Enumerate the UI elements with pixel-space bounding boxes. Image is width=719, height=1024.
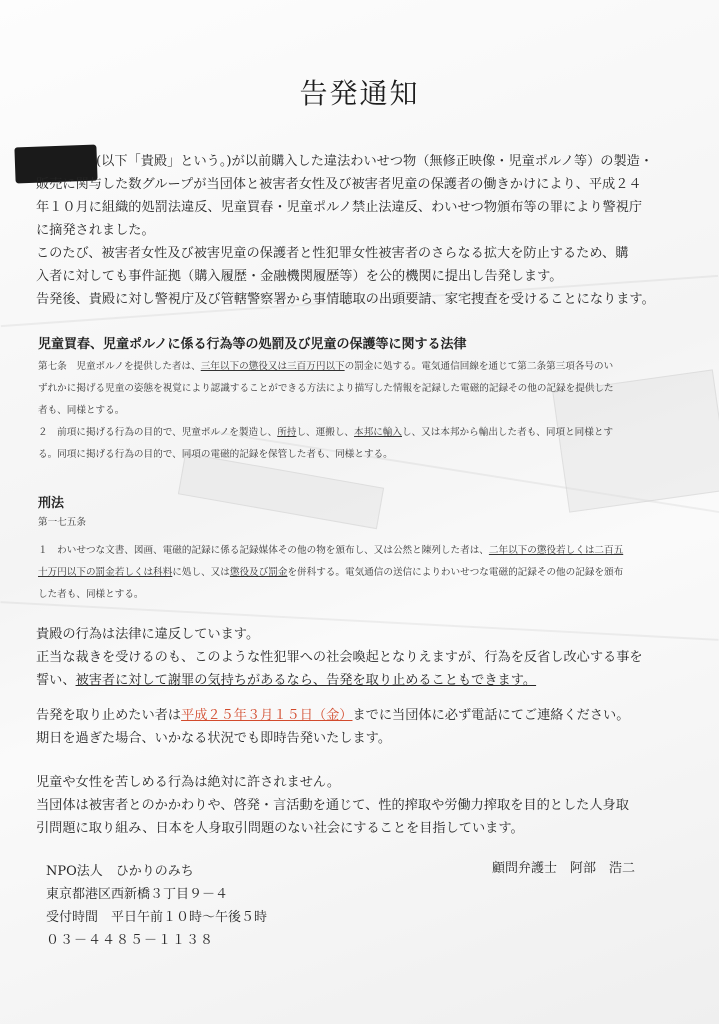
- closing-line: 当団体は被害者とのかかわりや、啓発・言活動を通じて、性的搾取や労働力搾取を目的とした人身取: [36, 798, 629, 813]
- intro-line: 販売に関与した数グループが当団体と被害者女性及び被害者児童の保護者の働きかけにより、平成２４: [36, 177, 642, 192]
- intro-line: に摘発されました。: [36, 223, 155, 238]
- law1-text: し、運搬し、: [296, 427, 355, 438]
- law1-text: [38, 356, 678, 466]
- law2-heading: 刑法: [38, 496, 65, 511]
- law1-text: る。同項に掲げる行為の目的で、同項の電磁的記録を保管した者も、同様とする。: [38, 449, 393, 460]
- warning-line: 正当な裁きを受けるのも、このような性犯罪への社会喚起となりえますが、行為を反省し改心する事を: [36, 650, 643, 665]
- closing-paragraph: [36, 771, 676, 840]
- warning-paragraph: [36, 623, 676, 692]
- law1-possession: 所持: [277, 427, 297, 438]
- law2-text: に処し、又は: [172, 567, 230, 578]
- intro-line: このたび、被害者女性及び被害児童の保護者と性犯罪女性被害者のさらなる拡大を防止するため、購: [36, 246, 629, 261]
- law2-text: を併科する。電気通信の送信によりわいせつな電磁的記録その他の記録を頒布: [287, 567, 624, 578]
- organization-address: 東京都港区西新橋３丁目９－４: [46, 887, 229, 902]
- deadline-text: 告発を取り止めたい者は: [36, 708, 182, 723]
- intro-line: 入者に対しても事件証拠（購入履歴・金融機関履歴等）を公的機関に提出し告発します。: [36, 269, 563, 284]
- closing-line: 児童や女性を苦しめる行為は絶対に許されません。: [36, 775, 341, 790]
- phone-number: ０３－４４８５－１１３８: [46, 933, 215, 948]
- apology-condition: 被害者に対して謝罪の気持ちがあるなら、告発を取り止めることもできます。: [75, 673, 537, 688]
- warning-line: 貴殿の行為は法律に違反しています。: [36, 627, 260, 642]
- closing-line: 引問題に取り組み、日本を人身取引問題のない社会にすることを目指しています。: [36, 821, 524, 836]
- warning-line: 誓い、: [36, 673, 76, 688]
- deadline-date: 平成２５年３月１５日（金）: [181, 708, 353, 723]
- organization-block: [46, 860, 267, 952]
- law2-text: １ わいせつな文書、図画、電磁的記録に係る記録媒体その他の物を頒布し、又は公然と陳列した者は、: [38, 545, 489, 556]
- law1-heading: 児童買春、児童ポルノに係る行為等の処罰及び児童の保護等に関する法律: [38, 337, 467, 352]
- lawyer-name: 顧問弁護士 阿部 浩二: [492, 861, 636, 876]
- law1-penalty: 三年以下の懲役又は三百万円以下: [200, 361, 345, 372]
- deadline-text: までに当団体に必ず電話にてご連絡ください。: [352, 708, 630, 723]
- intro-line: 告発後、貴殿に対し警視庁及び管轄警察署から事情聴取の出頭要請、家宅捜査を受けることになります。: [36, 292, 655, 307]
- law1-text: の罰金に処する。電気通信回線を通じて第二条第三項各号のい: [344, 361, 614, 372]
- page-title: 告発通知: [299, 77, 420, 110]
- deadline-paragraph: [36, 704, 676, 750]
- law2-penalty: 懲役及び罰金: [229, 567, 288, 578]
- law2-article: 第一七五条: [38, 517, 86, 528]
- intro-paragraph: [36, 150, 676, 311]
- law2-text: した者も、同様とする。: [38, 589, 144, 600]
- office-hours: 受付時間 平日午前１０時～午後５時: [46, 910, 268, 925]
- intro-line: 年１０月に組織的処罰法違反、児童買春・児童ポルノ禁止法違反、わいせつ物頒布等の罪により警視庁: [36, 200, 643, 215]
- law1-text: 者も、同様とする。: [38, 405, 125, 416]
- law2-penalty: 十万円以下の罰金若しくは科料: [38, 567, 173, 578]
- organization-name: NPO法人 ひかりのみち: [46, 864, 194, 879]
- law1-text: ずれかに掲げる児童の姿態を視覚により認識することができる方法により描写した情報を記録した電磁的記録その他の記録を提供した: [38, 383, 614, 394]
- law1-text: し、又は本邦から輸出した者も、同項と同様とす: [402, 427, 614, 438]
- law1-import: 本邦に輸入: [354, 427, 402, 438]
- law1-text: ２ 前項に掲げる行為の目的で、児童ポルノを製造し、: [38, 427, 278, 438]
- law2-text: [38, 512, 678, 606]
- law1-text: 第七条 児童ポルノを提供した者は、: [38, 361, 201, 372]
- deadline-text: 期日を過ぎた場合、いかなる状況でも即時告発いたします。: [36, 731, 392, 746]
- law2-penalty: 二年以下の懲役若しくは二百五: [488, 545, 624, 556]
- intro-line: (以下「貴殿」という。)が以前購入した違法わいせつ物（無修正映像・児童ポルノ等）の製造・: [96, 154, 654, 169]
